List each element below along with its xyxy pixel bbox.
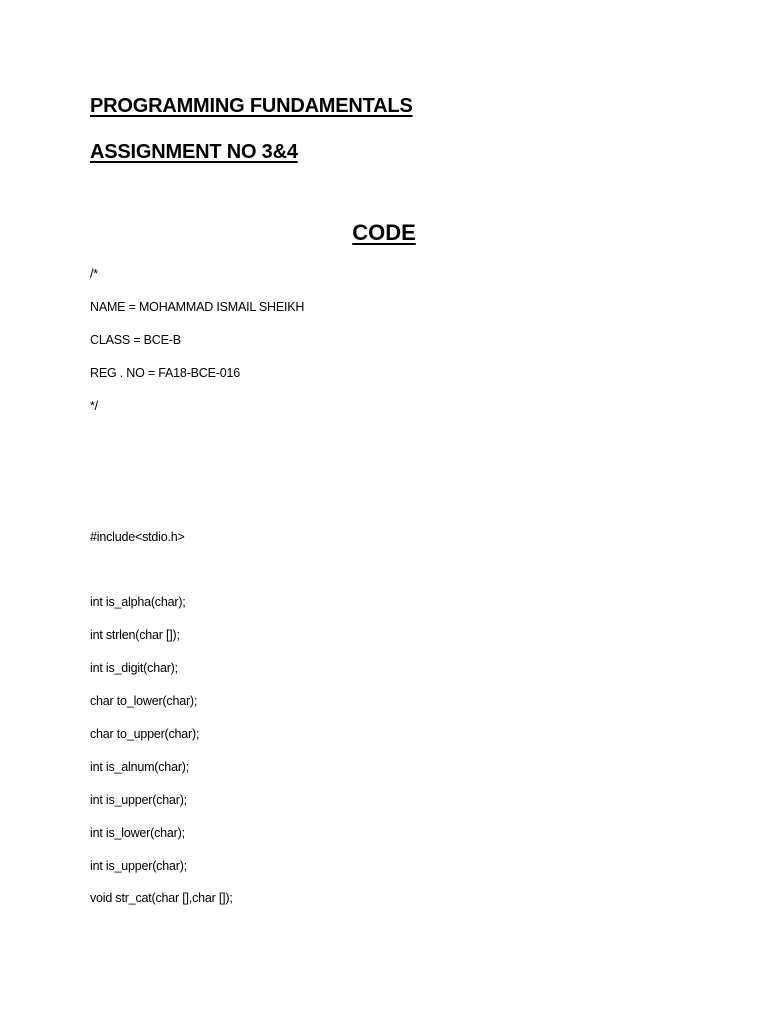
function-prototype: int is_upper(char); (90, 859, 187, 873)
code-section-title: CODE (352, 220, 416, 245)
include-directive: #include<stdio.h> (90, 530, 185, 544)
function-prototype: int is_upper(char); (90, 793, 187, 807)
comment-open: /* (90, 267, 98, 281)
function-prototype: int is_alnum(char); (90, 760, 190, 774)
function-prototype: char to_lower(char); (90, 694, 198, 708)
function-prototype: void str_cat(char [],char []); (90, 891, 233, 905)
assignment-heading: ASSIGNMENT NO 3&4 (90, 141, 298, 163)
function-prototype: int is_digit(char); (90, 661, 178, 675)
registration-number-line: REG . NO = FA18-BCE-016 (90, 366, 240, 380)
course-heading: PROGRAMMING FUNDAMENTALS (90, 95, 413, 117)
function-prototype: int strlen(char []); (90, 628, 180, 642)
function-prototype: char to_upper(char); (90, 727, 200, 741)
function-prototype: int is_alpha(char); (90, 595, 186, 609)
comment-close: */ (90, 399, 98, 413)
class-line: CLASS = BCE-B (90, 333, 181, 347)
function-prototype: int is_lower(char); (90, 826, 185, 840)
student-name-line: NAME = MOHAMMAD ISMAIL SHEIKH (90, 300, 305, 314)
